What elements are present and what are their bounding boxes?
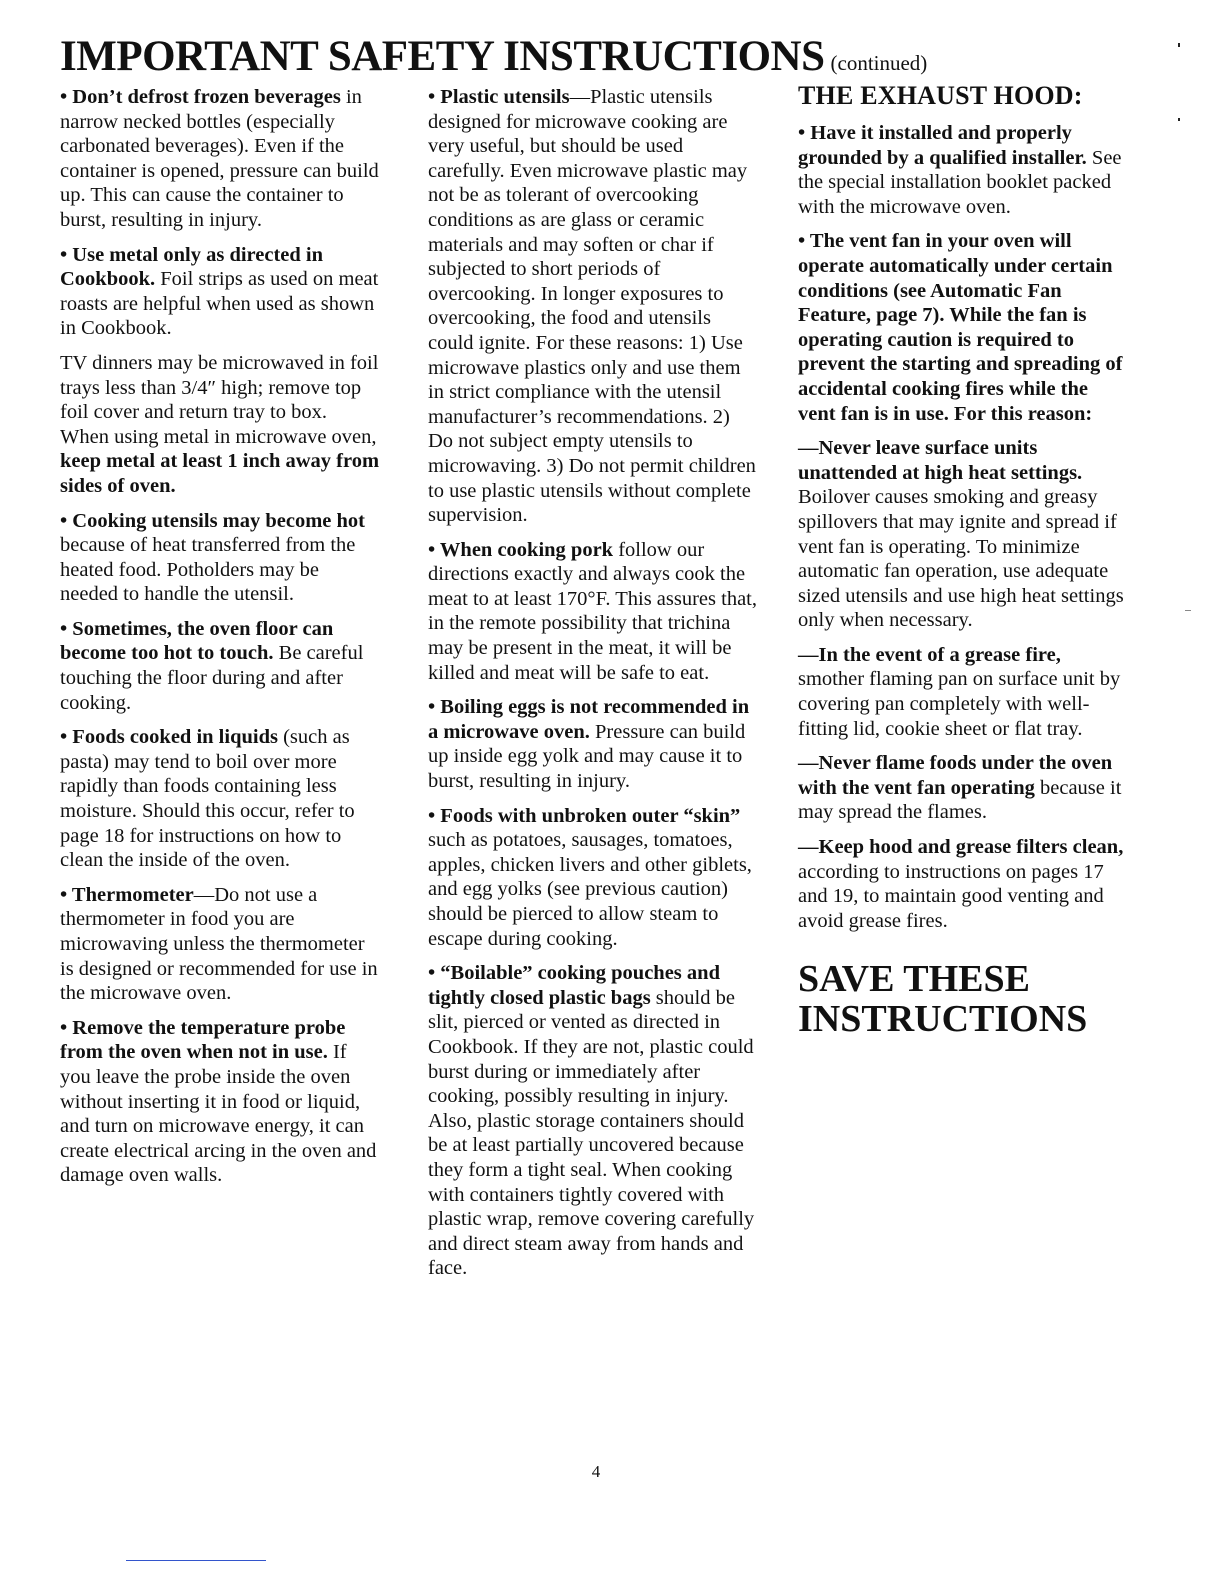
column-left [60, 85, 380, 1198]
instruction-unbroken-skin [428, 804, 758, 952]
footer-rule [126, 1560, 266, 1561]
instruction-oven-floor [60, 617, 380, 715]
instruction-thermometer [60, 883, 380, 1006]
instruction-lead: • Remove the temperature probe from the oven when not in use. [60, 1016, 346, 1064]
instruction-body: See the special installation booklet packed with the microwave oven. [798, 146, 1122, 218]
instruction-boiling-eggs [428, 695, 758, 793]
instruction-lead: • Thermometer [60, 883, 194, 906]
instruction-lead: • Don’t defrost frozen beverages [60, 86, 341, 108]
instruction-body: Boilover causes smoking and greasy spillovers that may ignite and spread if vent fan is operating. To minimize automatic fan operation, use adequate sized utensils and use high heat settings only when necessary. [798, 486, 1124, 632]
instruction-body: TV dinners may be microwaved in foil trays less than 3/4″ high; remove top foil cover and return tray to box. When using metal in microwave oven, [60, 351, 379, 448]
instruction-body: should be slit, pierced or vented as directed in Cookbook. If they are not, plastic could burst during or immediately after cooking, possibly resulting in injury. Also, plastic storage containers should be at least partially uncovered because they form a tight seal. When cooking with containers tightly covered with plastic wrap, remove covering carefully and direct steam away from hands and face. [428, 986, 755, 1280]
save-heading-line-1: SAVE THESE [798, 958, 1031, 1001]
instruction-lead: • Boiling eggs is not recommended in a microwave oven. [428, 696, 750, 743]
instruction-lead: —Never leave surface units unattended at high heat settings. [798, 437, 1083, 484]
instruction-lead: • Use metal only as directed in Cookbook. [60, 243, 324, 291]
column-middle [428, 85, 758, 1291]
instruction-body: Pressure can build up inside egg yolk and may cause it to burst, resulting in injury. [428, 720, 746, 793]
instruction-lead: • Foods cooked in liquids [60, 726, 278, 749]
instruction-lead: • Plastic utensils [428, 86, 570, 108]
instruction-plastic-utensils [428, 85, 758, 528]
instruction-grease-fire [798, 643, 1128, 741]
instruction-body: because it may spread the flames. [798, 776, 1122, 824]
instruction-body: Foil strips as used on meat roasts are helpful when used as shown in Cookbook. [60, 268, 379, 340]
exhaust-hood-heading: THE EXHAUST HOOD: [798, 81, 1083, 110]
instruction-body: (such as pasta) may tend to boil over more rapidly than foods containing less moisture. Should this occur, refer to page 18 for instructions on how to clean the inside of the oven. [60, 726, 355, 872]
instruction-flame-foods [798, 751, 1128, 825]
instruction-installation [798, 121, 1128, 219]
instruction-temperature-probe [60, 1016, 380, 1188]
instruction-lead: • Foods with unbroken outer “skin” [428, 804, 741, 827]
instruction-body: smother flaming pan on surface unit by covering pan completely with well-fitting lid, cookie sheet or flat tray. [798, 668, 1121, 740]
instruction-tv-dinners [60, 351, 380, 499]
save-instructions-heading [798, 959, 1128, 1039]
column-right [798, 81, 1128, 1041]
instruction-body: such as potatoes, sausages, tomatoes, apples, chicken livers and other giblets, and egg yolks (see previous caution) should be pierced to allow steam to escape during cooking. [428, 829, 752, 950]
instruction-body: —Plastic utensils designed for microwave cooking are very useful, but should be used carefully. Even microwave plastic may not be as tolerant of overcooking conditions as are glass or ceramic materials and may soften or char if subjected to short periods of overcooking. In longer exposures to overcooking, the food and utensils could ignite. For these reasons: 1) Use microwave plastics only and use them in strict compliance with the utensil manufacturer’s recommendations. 2) Do not subject empty utensils to microwaving. 3) Do not permit children to use plastic utensils without complete supervision. [428, 86, 756, 527]
instruction-pork [428, 538, 758, 686]
instruction-lead: • “Boilable” cooking pouches and tightly closed plastic bags [428, 962, 720, 1009]
instruction-lead: —In the event of a grease fire, [798, 643, 1061, 666]
instruction-metal-cookbook [60, 243, 380, 341]
page-number: 4 [591, 1462, 601, 1481]
instruction-surface-units [798, 436, 1128, 633]
save-heading-line-2: INSTRUCTIONS [798, 998, 1088, 1041]
instruction-lead: • When cooking pork [428, 538, 614, 561]
instruction-lead: —Never flame foods under the oven with the vent fan operating [798, 752, 1113, 799]
instruction-body: —Do not use a thermometer in food you are microwaving unless the thermometer is designed or recommended for use in the microwave oven. [60, 883, 378, 1005]
instruction-body: according to instructions on pages 17 and 19, to maintain good venting and avoid grease fires. [798, 860, 1104, 932]
instruction-body: follow our directions exactly and always cook the meat to at least 170°F. This assures that, in the remote possibility that trichina may be present in the meat, it will be killed and meat will be safe to eat. [428, 538, 758, 684]
instruction-liquids [60, 725, 380, 873]
instruction-lead: • Sometimes, the oven floor can become too hot to touch. [60, 617, 334, 665]
instruction-body: in narrow necked bottles (especially carbonated beverages). Even if the container is opened, pressure can build up. This can cause the container to burst, resulting in injury. [60, 86, 379, 231]
instruction-boilable-pouches [428, 961, 758, 1281]
instruction-lead: • Cooking utensils may become hot [60, 509, 366, 532]
instruction-vent-fan [798, 229, 1128, 426]
scan-speck [1178, 118, 1180, 121]
instruction-lead: —Keep hood and grease filters clean, [798, 836, 1124, 859]
page-title-main: IMPORTANT SAFETY INSTRUCTIONS [60, 33, 825, 80]
instruction-lead: • The vent fan in your oven will operate automatically under certain conditions (see Automatic Fan Feature, page 7). While the fan is operating caution is required to prevent the starting and spreading of accidental cooking fires while the vent fan is in use. For this reason: [798, 230, 1123, 425]
scan-speck [1178, 43, 1180, 47]
instruction-frozen-beverages [60, 85, 380, 233]
instruction-body: If you leave the probe inside the oven without inserting it in food or liquid, and turn on microwave energy, it can create electrical arcing in the oven and damage oven walls. [60, 1041, 377, 1187]
instruction-lead: • Have it installed and properly grounded by a qualified installer. [798, 122, 1087, 169]
scan-speck [1185, 610, 1191, 611]
page-title [60, 32, 927, 81]
instruction-body: Be careful touching the floor during and after cooking. [60, 642, 364, 714]
instruction-hot-utensils [60, 509, 380, 607]
instruction-emphasis: keep metal at least 1 inch away from sides of oven. [60, 450, 380, 497]
page-title-continued: (continued) [830, 51, 928, 75]
instruction-body: because of heat transferred from the heated food. Potholders may be needed to handle the utensil. [60, 534, 356, 606]
instruction-grease-filters [798, 835, 1128, 933]
